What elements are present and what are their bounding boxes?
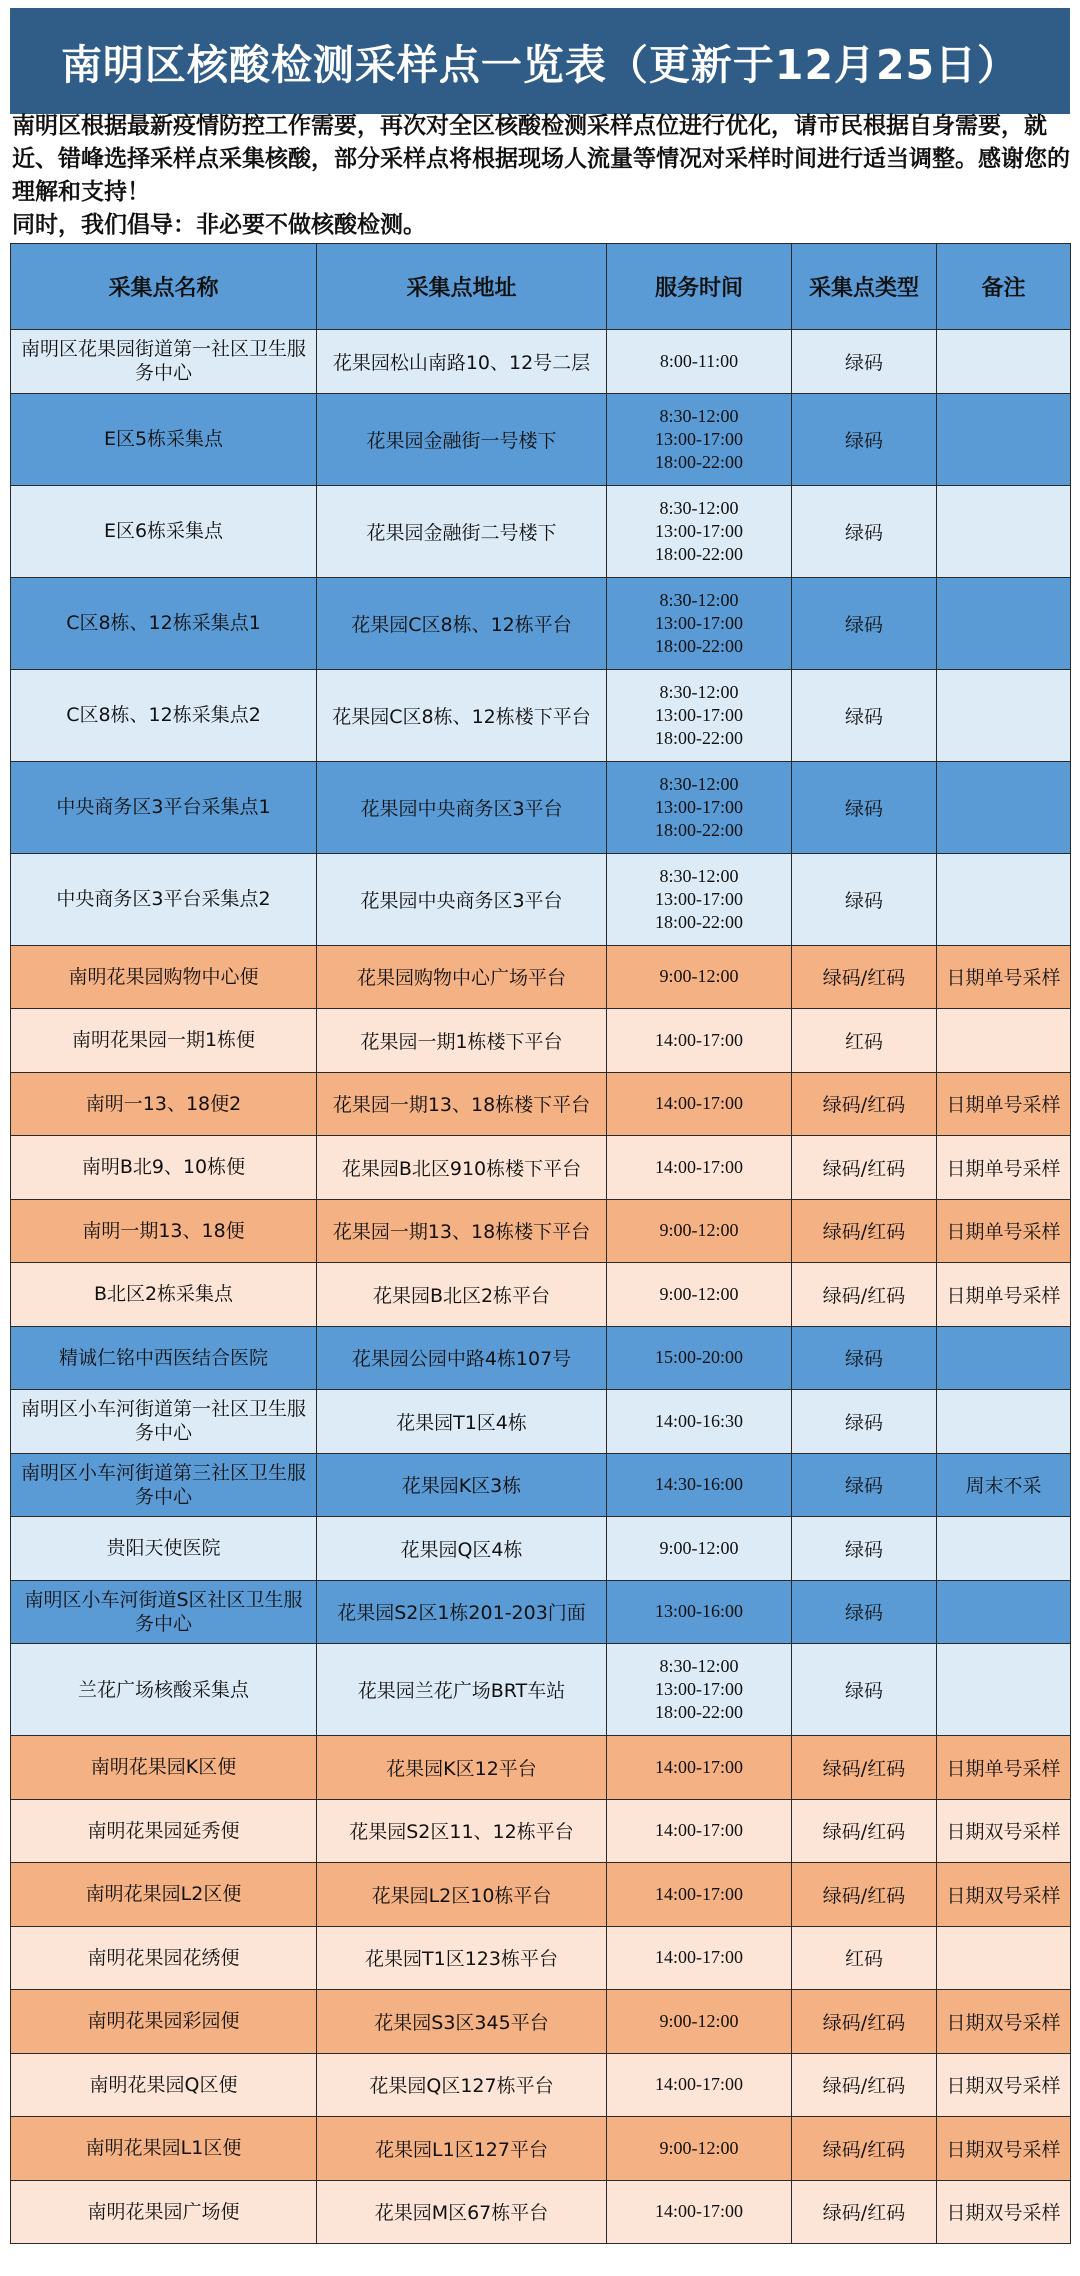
cell-site-type: 绿码 [792, 577, 937, 669]
table-row [11, 577, 1071, 669]
cell-site-address: 花果园C区8栋、12栋平台 [317, 577, 607, 669]
cell-site-address: 花果园K区3栋 [317, 1453, 607, 1517]
cell-site-name: 贵阳天使医院 [11, 1517, 317, 1581]
cell-remarks [937, 1517, 1071, 1581]
time-slot: 8:30-12:00 [659, 497, 739, 518]
header-service-time: 服务时间 [607, 244, 792, 330]
cell-site-type: 绿码/红码 [792, 2180, 937, 2244]
cell-site-type: 绿码 [792, 1580, 937, 1644]
time-slot: 18:00-22:00 [655, 451, 743, 472]
table-body [11, 330, 1071, 2244]
cell-service-time [607, 1736, 792, 1800]
intro-paragraph: 南明区根据最新疫情防控工作需要，再次对全区核酸检测采样点位进行优化，请市民根据自身需要，就近、错峰选择采样点采集核酸，部分采样点将根据现场人流量等情况对采样时间进行适当调整。感谢您的理解和支持！ [12, 113, 1070, 205]
cell-service-time [607, 761, 792, 853]
cell-site-type: 绿码 [792, 669, 937, 761]
cell-site-address: 花果园金融街一号楼下 [317, 393, 607, 485]
time-slot: 9:00-12:00 [659, 966, 739, 987]
time-slot: 14:00-17:00 [655, 1756, 743, 1777]
cell-service-time [607, 1644, 792, 1736]
cell-service-time [607, 1136, 792, 1200]
time-slot: 14:00-16:30 [655, 1410, 743, 1431]
table-row [11, 1863, 1071, 1927]
table-row [11, 669, 1071, 761]
cell-service-time [607, 669, 792, 761]
cell-remarks: 日期双号采样 [937, 2180, 1071, 2244]
time-slot: 18:00-22:00 [655, 1702, 743, 1722]
cell-site-address: 花果园中央商务区3平台 [317, 853, 607, 945]
cell-service-time [607, 393, 792, 485]
cell-service-time [607, 2117, 792, 2181]
intro-text [12, 110, 1070, 242]
cell-site-type: 绿码 [792, 485, 937, 577]
table-row [11, 1390, 1071, 1454]
cell-site-name: E区5栋采集点 [11, 393, 317, 485]
time-slot: 9:00-12:00 [659, 2137, 739, 2158]
cell-remarks [937, 330, 1071, 394]
table-row [11, 1136, 1071, 1200]
cell-site-name: 南明花果园购物中心便 [11, 945, 317, 1009]
cell-site-name: 南明花果园L1区便 [11, 2117, 317, 2181]
cell-site-type: 绿码/红码 [792, 1199, 937, 1263]
cell-remarks: 日期单号采样 [937, 1199, 1071, 1263]
table-row [11, 1580, 1071, 1644]
cell-site-type: 绿码 [792, 853, 937, 945]
cell-site-name: 南明花果园彩园便 [11, 1990, 317, 2054]
cell-service-time [607, 1799, 792, 1863]
time-slot: 13:00-17:00 [655, 612, 743, 633]
table-row [11, 1644, 1071, 1736]
cell-remarks [937, 485, 1071, 577]
intro-note: 同时，我们倡导：非必要不做核酸检测。 [12, 212, 426, 238]
cell-remarks [937, 1009, 1071, 1073]
cell-site-type: 绿码/红码 [792, 1263, 937, 1327]
cell-site-address: 花果园一期1栋楼下平台 [317, 1009, 607, 1073]
cell-site-address: 花果园T1区4栋 [317, 1390, 607, 1454]
time-slot: 13:00-17:00 [655, 520, 743, 541]
cell-site-name: 南明花果园L2区便 [11, 1863, 317, 1927]
cell-site-address: 花果园S2区1栋201-203门面 [317, 1580, 607, 1644]
cell-site-address: 花果园Q区4栋 [317, 1517, 607, 1581]
cell-site-address: 花果园T1区123栋平台 [317, 1926, 607, 1990]
table-row [11, 1009, 1071, 1073]
cell-site-address: 花果园金融街二号楼下 [317, 485, 607, 577]
table-row [11, 485, 1071, 577]
table-header-row [11, 244, 1071, 330]
cell-service-time [607, 1517, 792, 1581]
cell-site-address: 花果园B北区2栋平台 [317, 1263, 607, 1327]
cell-site-name: 南明花果园延秀便 [11, 1799, 317, 1863]
cell-site-type: 红码 [792, 1009, 937, 1073]
time-slot: 9:00-12:00 [659, 2010, 739, 2031]
cell-remarks: 日期单号采样 [937, 1072, 1071, 1136]
cell-site-name: 南明一期13、18便 [11, 1199, 317, 1263]
time-slot: 13:00-17:00 [655, 428, 743, 449]
cell-site-type: 绿码/红码 [792, 1863, 937, 1927]
cell-site-address: 花果园一期13、18栋楼下平台 [317, 1199, 607, 1263]
cell-service-time [607, 1072, 792, 1136]
time-slot: 8:30-12:00 [659, 1656, 739, 1676]
cell-site-name: E区6栋采集点 [11, 485, 317, 577]
time-slot: 13:00-17:00 [655, 704, 743, 725]
cell-remarks [937, 1390, 1071, 1454]
cell-site-name: 南明花果园K区便 [11, 1736, 317, 1800]
cell-site-type: 绿码 [792, 1644, 937, 1736]
cell-remarks: 日期单号采样 [937, 1136, 1071, 1200]
time-slot: 14:00-17:00 [655, 1029, 743, 1050]
cell-site-address: 花果园兰花广场BRT车站 [317, 1644, 607, 1736]
time-slot: 14:00-17:00 [655, 1820, 743, 1841]
cell-site-name: 南明花果园Q区便 [11, 2053, 317, 2117]
cell-site-name: 南明一13、18便2 [11, 1072, 317, 1136]
cell-site-name: 南明花果园花绣便 [11, 1926, 317, 1990]
table-row [11, 1517, 1071, 1581]
cell-site-type: 绿码 [792, 761, 937, 853]
cell-site-type: 绿码 [792, 1390, 937, 1454]
time-slot: 8:00-11:00 [659, 350, 739, 371]
cell-site-type: 绿码 [792, 393, 937, 485]
cell-remarks [937, 1926, 1071, 1990]
header-remarks: 备注 [937, 244, 1071, 330]
cell-service-time [607, 1326, 792, 1390]
time-slot: 13:00-17:00 [655, 888, 743, 909]
cell-remarks [937, 1326, 1071, 1390]
cell-service-time [607, 2053, 792, 2117]
cell-site-name: 兰花广场核酸采集点 [11, 1644, 317, 1736]
time-slot: 13:00-17:00 [655, 1679, 743, 1699]
table-row [11, 393, 1071, 485]
cell-remarks [937, 1644, 1071, 1736]
cell-remarks: 日期单号采样 [937, 1736, 1071, 1800]
cell-remarks: 日期双号采样 [937, 1990, 1071, 2054]
cell-remarks: 日期单号采样 [937, 945, 1071, 1009]
cell-site-type: 绿码 [792, 330, 937, 394]
cell-remarks [937, 853, 1071, 945]
cell-site-address: 花果园M区67栋平台 [317, 2180, 607, 2244]
cell-service-time [607, 1990, 792, 2054]
cell-remarks [937, 1580, 1071, 1644]
time-slot: 8:30-12:00 [659, 681, 739, 702]
time-slot: 14:30-16:00 [655, 1474, 743, 1495]
cell-site-name: 中央商务区3平台采集点1 [11, 761, 317, 853]
cell-site-address: 花果园L1区127平台 [317, 2117, 607, 2181]
cell-site-address: 花果园一期13、18栋楼下平台 [317, 1072, 607, 1136]
cell-remarks: 周末不采 [937, 1453, 1071, 1517]
cell-site-name: 精诚仁铭中西医结合医院 [11, 1326, 317, 1390]
time-slot: 18:00-22:00 [655, 727, 743, 748]
cell-service-time [607, 1863, 792, 1927]
cell-service-time [607, 485, 792, 577]
cell-service-time [607, 2180, 792, 2244]
table-row [11, 330, 1071, 394]
time-slot: 18:00-22:00 [655, 819, 743, 840]
cell-remarks: 日期双号采样 [937, 2053, 1071, 2117]
header-site-type: 采集点类型 [792, 244, 937, 330]
cell-service-time [607, 577, 792, 669]
time-slot: 9:00-12:00 [659, 1220, 739, 1241]
cell-site-type: 绿码/红码 [792, 1736, 937, 1800]
time-slot: 14:00-17:00 [655, 1156, 743, 1177]
table-row [11, 1736, 1071, 1800]
time-slot: 9:00-12:00 [659, 1537, 739, 1558]
cell-site-address: 花果园Q区127栋平台 [317, 2053, 607, 2117]
cell-site-name: 南明区花果园街道第一社区卫生服务中心 [11, 330, 317, 394]
cell-service-time [607, 1580, 792, 1644]
cell-site-name: 南明花果园广场便 [11, 2180, 317, 2244]
table-row [11, 945, 1071, 1009]
table-row [11, 2117, 1071, 2181]
cell-site-name: C区8栋、12栋采集点1 [11, 577, 317, 669]
header-site-name: 采集点名称 [11, 244, 317, 330]
table-row [11, 2180, 1071, 2244]
table-row [11, 1326, 1071, 1390]
table-row [11, 853, 1071, 945]
table-row [11, 1926, 1071, 1990]
table-row [11, 1199, 1071, 1263]
cell-site-name: B北区2栋采集点 [11, 1263, 317, 1327]
table-row [11, 2053, 1071, 2117]
cell-site-type: 绿码 [792, 1326, 937, 1390]
time-slot: 18:00-22:00 [655, 911, 743, 932]
time-slot: 14:00-17:00 [655, 1947, 743, 1968]
cell-remarks [937, 761, 1071, 853]
cell-service-time [607, 1199, 792, 1263]
cell-remarks [937, 393, 1071, 485]
table-row [11, 761, 1071, 853]
cell-site-name: 中央商务区3平台采集点2 [11, 853, 317, 945]
time-slot: 8:30-12:00 [659, 773, 739, 794]
cell-site-type: 绿码/红码 [792, 1799, 937, 1863]
time-slot: 14:00-17:00 [655, 1883, 743, 1904]
table-row [11, 1990, 1071, 2054]
page-title: 南明区核酸检测采样点一览表（更新于12月25日） [10, 8, 1070, 114]
cell-site-address: 花果园购物中心广场平台 [317, 945, 607, 1009]
header-site-address: 采集点地址 [317, 244, 607, 330]
cell-site-name: 南明区小车河街道第一社区卫生服务中心 [11, 1390, 317, 1454]
cell-service-time [607, 1390, 792, 1454]
cell-site-address: 花果园中央商务区3平台 [317, 761, 607, 853]
time-slot: 14:00-17:00 [655, 2074, 743, 2095]
cell-service-time [607, 1926, 792, 1990]
cell-site-type: 绿码/红码 [792, 1136, 937, 1200]
cell-site-address: 花果园S3区345平台 [317, 1990, 607, 2054]
cell-site-type: 绿码/红码 [792, 2117, 937, 2181]
cell-remarks: 日期双号采样 [937, 1799, 1071, 1863]
table-row [11, 1799, 1071, 1863]
table-row [11, 1072, 1071, 1136]
cell-site-type: 绿码 [792, 1453, 937, 1517]
cell-site-type: 绿码/红码 [792, 945, 937, 1009]
cell-site-address: 花果园B北区910栋楼下平台 [317, 1136, 607, 1200]
time-slot: 13:00-17:00 [655, 796, 743, 817]
time-slot: 13:00-16:00 [655, 1601, 743, 1622]
table-row [11, 1263, 1071, 1327]
cell-site-type: 绿码/红码 [792, 2053, 937, 2117]
cell-site-name: 南明区小车河街道第三社区卫生服务中心 [11, 1453, 317, 1517]
time-slot: 8:30-12:00 [659, 865, 739, 886]
time-slot: 9:00-12:00 [659, 1283, 739, 1304]
time-slot: 14:00-17:00 [655, 1093, 743, 1114]
time-slot: 8:30-12:00 [659, 589, 739, 610]
cell-service-time [607, 1453, 792, 1517]
cell-site-address: 花果园C区8栋、12栋楼下平台 [317, 669, 607, 761]
cell-service-time [607, 1263, 792, 1327]
time-slot: 18:00-22:00 [655, 543, 743, 564]
cell-site-address: 花果园K区12平台 [317, 1736, 607, 1800]
cell-site-name: 南明区小车河街道S区社区卫生服务中心 [11, 1580, 317, 1644]
cell-remarks [937, 669, 1071, 761]
cell-service-time [607, 1009, 792, 1073]
table-row [11, 1453, 1071, 1517]
cell-service-time [607, 330, 792, 394]
cell-site-name: C区8栋、12栋采集点2 [11, 669, 317, 761]
cell-site-type: 绿码/红码 [792, 1072, 937, 1136]
cell-remarks: 日期双号采样 [937, 1863, 1071, 1927]
cell-site-type: 绿码/红码 [792, 1990, 937, 2054]
cell-site-type: 绿码 [792, 1517, 937, 1581]
cell-site-address: 花果园松山南路10、12号二层 [317, 330, 607, 394]
cell-remarks: 日期双号采样 [937, 2117, 1071, 2181]
cell-service-time [607, 853, 792, 945]
cell-site-type: 红码 [792, 1926, 937, 1990]
cell-service-time [607, 945, 792, 1009]
time-slot: 8:30-12:00 [659, 405, 739, 426]
cell-site-address: 花果园公园中路4栋107号 [317, 1326, 607, 1390]
cell-remarks [937, 577, 1071, 669]
sampling-sites-table [10, 243, 1071, 2244]
cell-site-address: 花果园L2区10栋平台 [317, 1863, 607, 1927]
cell-remarks: 日期单号采样 [937, 1263, 1071, 1327]
time-slot: 14:00-17:00 [655, 2201, 743, 2222]
time-slot: 15:00-20:00 [655, 1347, 743, 1368]
time-slot: 18:00-22:00 [655, 635, 743, 656]
cell-site-name: 南明B北9、10栋便 [11, 1136, 317, 1200]
cell-site-name: 南明花果园一期1栋便 [11, 1009, 317, 1073]
cell-site-address: 花果园S2区11、12栋平台 [317, 1799, 607, 1863]
